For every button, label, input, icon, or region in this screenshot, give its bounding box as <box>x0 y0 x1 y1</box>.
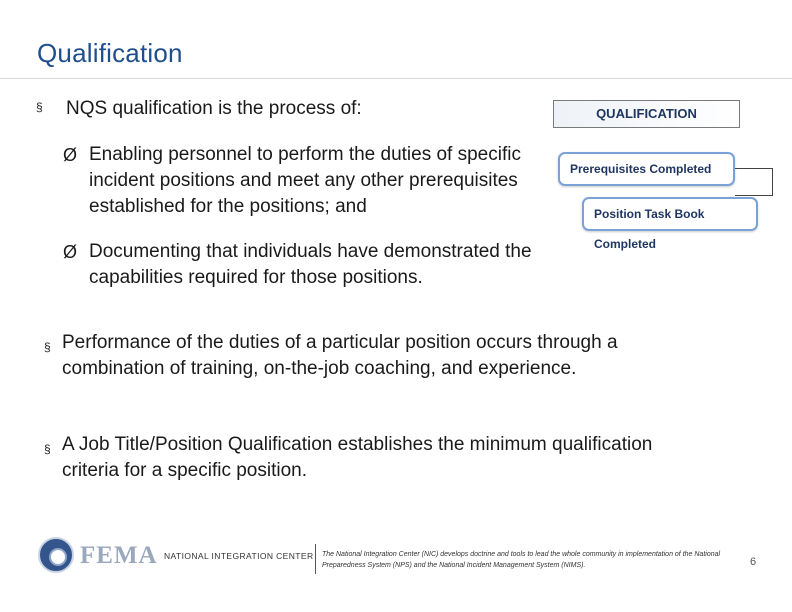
arrow-marker: Ø <box>63 242 78 262</box>
dhs-seal-icon <box>38 537 74 573</box>
diagram-connector <box>735 168 773 196</box>
prerequisites-step-box: Prerequisites Completed <box>558 152 735 186</box>
fema-logo: FEMA <box>80 542 158 569</box>
sub-point <box>63 142 553 220</box>
sub-point-text: Enabling personnel to perform the duties of specific incident positions and meet any other prerequisites established for the positions; and <box>89 144 521 217</box>
bullet-marker: § <box>44 340 51 354</box>
sub-point-text: Documenting that individuals have demonstrated the capabilities required for those positions. <box>89 241 532 288</box>
footer-description: The National Integration Center (NIC) develops doctrine and tools to lead the whole community in implementation of the National Preparedness System (NPS) and the National Incident Management System (NIMS). <box>322 551 721 569</box>
title-divider <box>0 78 792 79</box>
qualification-header-box: QUALIFICATION <box>553 100 740 128</box>
bullet <box>44 432 664 484</box>
main-bullet-text: NQS qualification is the process of: <box>66 98 362 119</box>
org-label: NATIONAL INTEGRATION CENTER <box>164 551 314 561</box>
sub-point <box>63 239 553 291</box>
task-book-step-box: Position Task Book Completed <box>582 197 758 231</box>
slide-title: Qualification <box>37 38 183 68</box>
footer-divider <box>315 544 316 574</box>
bullet-text: A Job Title/Position Qualification establishes the minimum qualification criteria for a specific position. <box>62 434 653 481</box>
bullet <box>44 330 664 382</box>
arrow-marker: Ø <box>63 145 78 165</box>
bullet-marker: § <box>36 100 43 114</box>
bullet-text: Performance of the duties of a particular position occurs through a combination of training, on-the-job coaching, and experience. <box>62 332 618 379</box>
page-number: 6 <box>750 556 757 568</box>
bullet-marker: § <box>44 442 51 456</box>
